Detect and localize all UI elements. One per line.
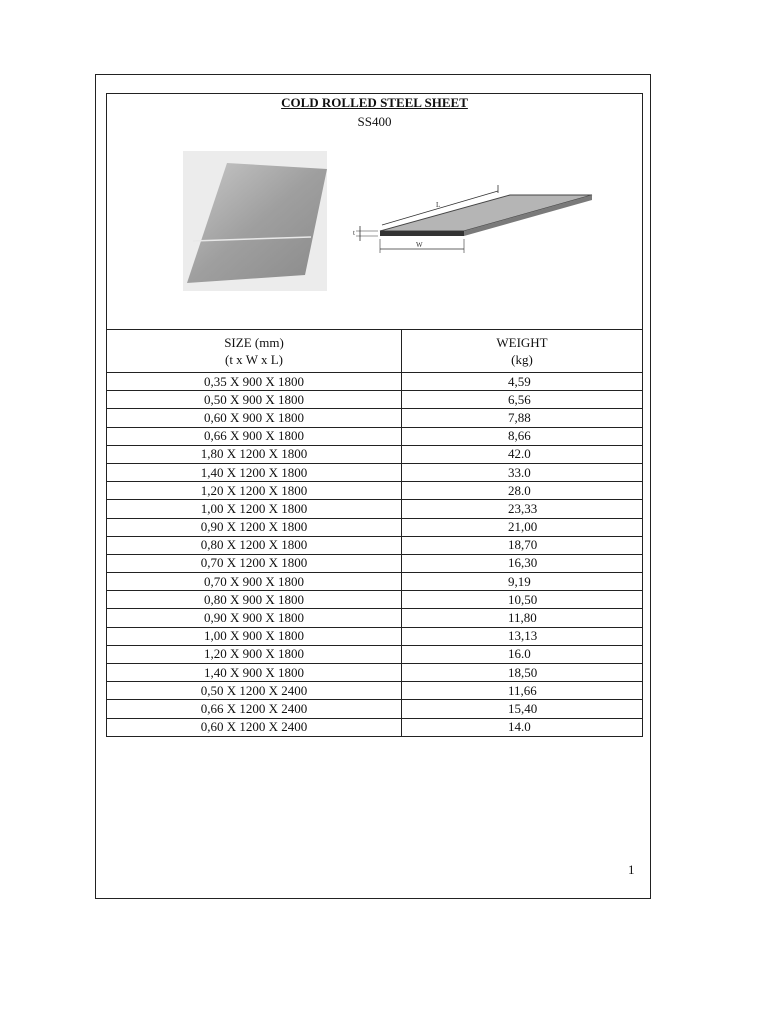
size-column-header xyxy=(107,330,402,373)
thickness-label: t xyxy=(353,229,355,237)
weight-cell: 10,50 xyxy=(402,591,643,609)
weight-cell: 16,30 xyxy=(402,554,643,572)
table-row xyxy=(107,554,643,572)
table-row xyxy=(107,718,643,736)
size-cell: 0,35 X 900 X 1800 xyxy=(107,373,402,391)
size-cell: 0,50 X 1200 X 2400 xyxy=(107,682,402,700)
table-row xyxy=(107,427,643,445)
size-cell: 0,70 X 1200 X 1800 xyxy=(107,554,402,572)
table-row xyxy=(107,645,643,663)
table-row xyxy=(107,391,643,409)
table-header-row xyxy=(107,330,643,373)
table-row xyxy=(107,700,643,718)
weight-cell: 8,66 xyxy=(402,427,643,445)
table-row xyxy=(107,682,643,700)
weight-header-units: (kg) xyxy=(511,352,533,367)
table-row xyxy=(107,518,643,536)
size-cell: 1,00 X 1200 X 1800 xyxy=(107,500,402,518)
weight-cell: 18,70 xyxy=(402,536,643,554)
table-row xyxy=(107,591,643,609)
size-cell: 0,80 X 1200 X 1800 xyxy=(107,536,402,554)
size-cell: 0,60 X 900 X 1800 xyxy=(107,409,402,427)
weight-cell: 28.0 xyxy=(402,482,643,500)
weight-cell: 7,88 xyxy=(402,409,643,427)
length-label: L xyxy=(436,201,441,209)
size-cell: 0,66 X 1200 X 2400 xyxy=(107,700,402,718)
size-cell: 0,90 X 1200 X 1800 xyxy=(107,518,402,536)
page-number: 1 xyxy=(628,862,635,877)
weight-cell: 21,00 xyxy=(402,518,643,536)
spec-table-body xyxy=(107,373,643,737)
table-row xyxy=(107,664,643,682)
table-row xyxy=(107,482,643,500)
size-header-title: SIZE (mm) xyxy=(224,335,284,350)
table-row xyxy=(107,409,643,427)
table-row xyxy=(107,627,643,645)
table-row xyxy=(107,536,643,554)
header-box xyxy=(106,93,643,330)
size-cell: 1,40 X 900 X 1800 xyxy=(107,664,402,682)
table-row xyxy=(107,573,643,591)
size-cell: 1,20 X 1200 X 1800 xyxy=(107,482,402,500)
weight-cell: 14.0 xyxy=(402,718,643,736)
weight-cell: 13,13 xyxy=(402,627,643,645)
weight-cell: 33.0 xyxy=(402,463,643,481)
steel-sheet-photo xyxy=(183,151,327,291)
weight-cell: 18,50 xyxy=(402,664,643,682)
weight-cell: 11,80 xyxy=(402,609,643,627)
size-cell: 0,50 X 900 X 1800 xyxy=(107,391,402,409)
weight-cell: 11,66 xyxy=(402,682,643,700)
weight-cell: 6,56 xyxy=(402,391,643,409)
table-row xyxy=(107,609,643,627)
steel-grade: SS400 xyxy=(357,114,392,129)
weight-column-header xyxy=(402,330,643,373)
weight-header-title: WEIGHT xyxy=(496,335,548,350)
size-cell: 1,20 X 900 X 1800 xyxy=(107,645,402,663)
weight-cell: 15,40 xyxy=(402,700,643,718)
steel-sheet-spec-table xyxy=(106,329,643,737)
size-cell: 1,00 X 900 X 1800 xyxy=(107,627,402,645)
size-cell: 1,40 X 1200 X 1800 xyxy=(107,463,402,481)
weight-cell: 9,19 xyxy=(402,573,643,591)
steel-sheet-dimension-diagram xyxy=(352,179,597,259)
width-label: W xyxy=(416,241,423,249)
size-cell: 0,90 X 900 X 1800 xyxy=(107,609,402,627)
size-cell: 0,80 X 900 X 1800 xyxy=(107,591,402,609)
table-row xyxy=(107,463,643,481)
table-row xyxy=(107,445,643,463)
weight-cell: 23,33 xyxy=(402,500,643,518)
table-row xyxy=(107,500,643,518)
table-row xyxy=(107,373,643,391)
weight-cell: 42.0 xyxy=(402,445,643,463)
document-title: COLD ROLLED STEEL SHEET xyxy=(281,95,468,110)
weight-cell: 4,59 xyxy=(402,373,643,391)
size-cell: 0,70 X 900 X 1800 xyxy=(107,573,402,591)
size-cell: 0,60 X 1200 X 2400 xyxy=(107,718,402,736)
size-cell: 0,66 X 900 X 1800 xyxy=(107,427,402,445)
size-header-units: (t x W x L) xyxy=(224,352,283,367)
size-cell: 1,80 X 1200 X 1800 xyxy=(107,445,402,463)
weight-cell: 16.0 xyxy=(402,645,643,663)
